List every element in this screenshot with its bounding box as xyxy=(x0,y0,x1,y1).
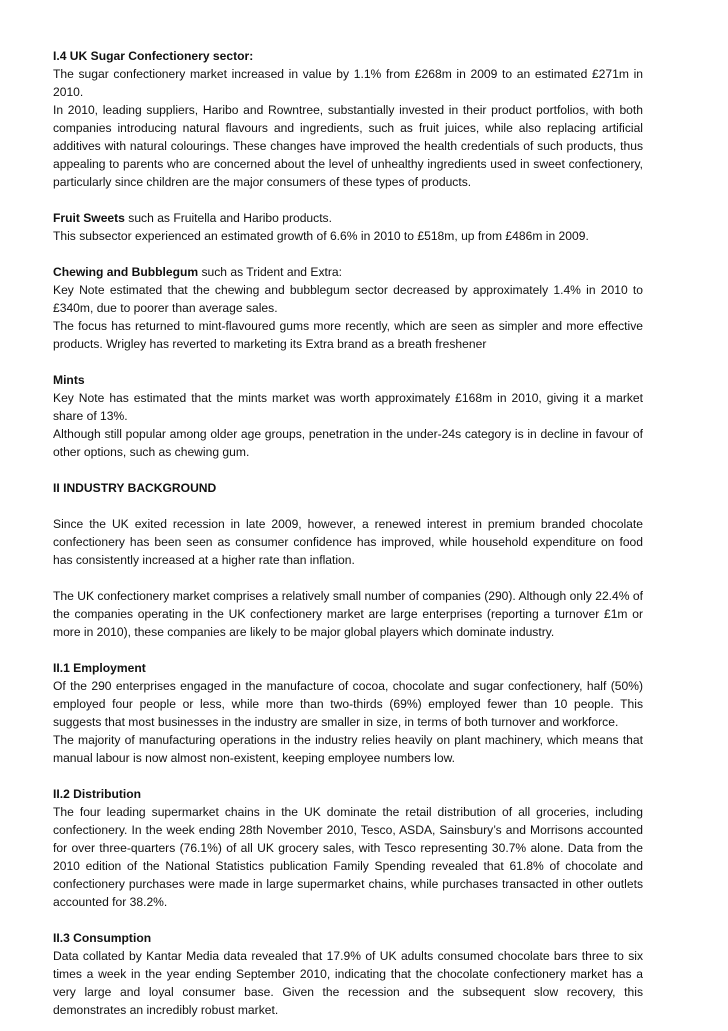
section-heading: II.3 Consumption xyxy=(53,931,152,945)
section-fruit-sweets xyxy=(53,209,643,245)
lead-rest: such as Fruitella and Haribo products. xyxy=(124,211,332,225)
section-heading: II INDUSTRY BACKGROUND xyxy=(53,481,217,495)
paragraph: Since the UK exited recession in late 2009, however, a renewed interest in premium branded chocolate confectionery has been seen as consumer confidence has improved, while household expenditure on food has consistently increased at a higher rate than inflation. xyxy=(53,517,643,567)
paragraph: The UK confectionery market comprises a relatively small number of companies (290). Although only 22.4% of the companies operating in the UK confectionery market are large enterprises (reporting a turnover £1m or more in 2010), these companies are likely to be major global players which dominate industry. xyxy=(53,589,643,639)
paragraph: The majority of manufacturing operations in the industry relies heavily on plant machinery, which means that manual labour is now almost non-existent, keeping employee numbers low. xyxy=(53,733,643,765)
lead-line xyxy=(53,209,643,227)
paragraph: The four leading supermarket chains in the UK dominate the retail distribution of all groceries, including confectionery. In the week ending 28th November 2010, Tesco, ASDA, Sainsbury’s and Morrisons accounted for over three-quarters (76.1%) of all UK grocery sales, with Tesco representing 30.7% alone. Data from the 2010 edition of the National Statistics publication Family Spending revealed that 61.8% of chocolate and confectionery purchases were made in large supermarket chains, while purchases transacted in other outlets accounted for 38.2%. xyxy=(53,805,643,909)
section-heading: II.1 Employment xyxy=(53,661,146,675)
section-recession xyxy=(53,515,643,569)
section-employment xyxy=(53,659,643,767)
section-industry-background xyxy=(53,479,643,497)
paragraph: Of the 290 enterprises engaged in the manufacture of cocoa, chocolate and sugar confectionery, half (50%) employed four people or less, while more than two-thirds (69%) employed fewer than 10 people. This suggests that most businesses in the industry are smaller in size, in terms of both turnover and workforce. xyxy=(53,679,643,729)
section-consumption xyxy=(53,929,643,1019)
section-uk-sugar-confectionery xyxy=(53,47,643,191)
section-heading: II.2 Distribution xyxy=(53,787,142,801)
lead-bold: Chewing and Bubblegum xyxy=(53,265,199,279)
lead-rest: such as Trident and Extra: xyxy=(198,265,342,279)
section-heading: I.4 UK Sugar Confectionery sector: xyxy=(53,49,254,63)
paragraph: Key Note estimated that the chewing and bubblegum sector decreased by approximately 1.4% in 2010 to £340m, due to poorer than average sales. xyxy=(53,283,643,315)
section-chewing-bubblegum xyxy=(53,263,643,353)
paragraph: The sugar confectionery market increased in value by 1.1% from £268m in 2009 to an estimated £271m in 2010. xyxy=(53,67,643,99)
lead-line xyxy=(53,263,643,281)
paragraph: The focus has returned to mint-flavoured gums more recently, which are seen as simpler and more effective products. Wrigley has reverted to marketing its Extra brand as a breath freshener xyxy=(53,319,643,351)
document-page xyxy=(53,47,643,1019)
paragraph: This subsector experienced an estimated growth of 6.6% in 2010 to £518m, up from £486m in 2009. xyxy=(53,229,589,243)
section-heading: Mints xyxy=(53,373,85,387)
paragraph: Data collated by Kantar Media data revealed that 17.9% of UK adults consumed chocolate bars three to six times a week in the year ending September 2010, indicating that the chocolate confectionery market has a very large and loyal consumer base. Given the recession and the subsequent slow recovery, this demonstrates an incredibly robust market. xyxy=(53,949,643,1017)
section-mints xyxy=(53,371,643,461)
lead-bold: Fruit Sweets xyxy=(53,211,125,225)
paragraph: In 2010, leading suppliers, Haribo and Rowntree, substantially invested in their product portfolios, with both companies introducing natural flavours and ingredients, such as fruit juices, while also replacing artificial additives with natural colourings. These changes have improved the health credentials of such products, thus appealing to parents who are concerned about the level of unhealthy ingredients used in sweet confectionery, particularly since children are the major consumers of these types of products. xyxy=(53,103,643,189)
paragraph: Key Note has estimated that the mints market was worth approximately £168m in 2010, giving it a market share of 13%. xyxy=(53,391,643,423)
section-market-composition xyxy=(53,587,643,641)
section-distribution xyxy=(53,785,643,911)
paragraph: Although still popular among older age groups, penetration in the under-24s category is in decline in favour of other options, such as chewing gum. xyxy=(53,427,643,459)
